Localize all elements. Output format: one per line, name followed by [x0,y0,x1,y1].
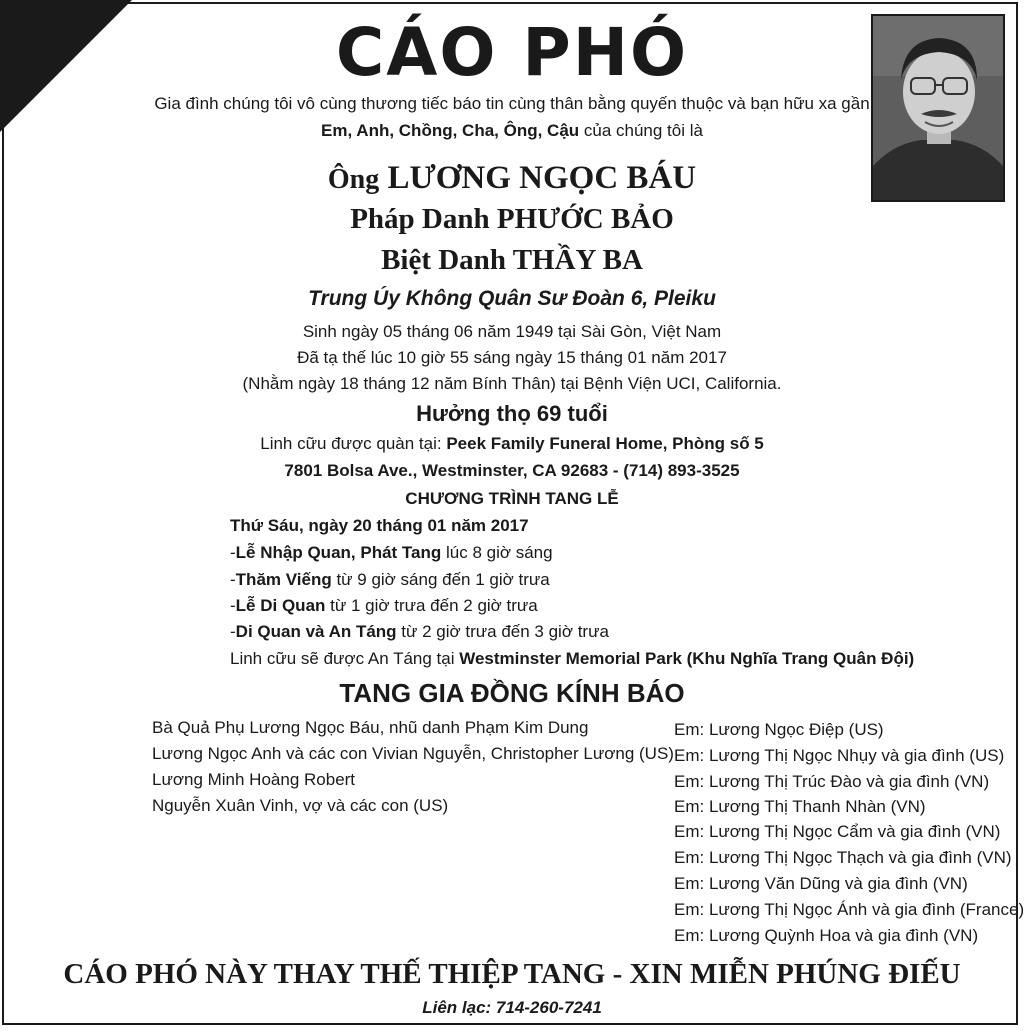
intro-suffix: của chúng tôi là [579,121,703,140]
sibling-entry: Em: Lương Thị Ngọc Cẩm và gia đình (VN) [674,822,1001,841]
full-name: LƯƠNG NGỌC BÁU [387,160,697,196]
viewing-place: Peek Family Funeral Home, Phòng số 5 [446,434,764,453]
funeral-home-address: 7801 Bolsa Ave., Westminster, CA 92683 - (714) 893-3525 [284,461,740,480]
notice-title: CÁO PHÓ [335,14,689,91]
family-name: Lương Ngọc Anh và các con Vivian Nguyễn, Christopher Lương (US) [152,744,674,763]
schedule-dash: - [230,596,236,615]
schedule-item [230,622,609,642]
schedule-event: Thăm Viếng [235,570,332,589]
alias-value: THẦY BA [512,244,643,276]
program-title: CHƯƠNG TRÌNH TANG LỄ [405,489,619,508]
family-name: Bà Quả Phụ Lương Ngọc Báu, nhũ danh Phạm Kim Dung [152,718,589,737]
sibling-entry: Em: Lương Quỳnh Hoa và gia đình (VN) [674,926,979,945]
schedule-time: từ 9 giờ sáng đến 1 giờ trưa [331,570,550,589]
dharma-value: PHƯỚC BẢO [496,203,674,235]
burial-place: Westminster Memorial Park (Khu Nghĩa Trang Quân Đội) [459,649,915,668]
alias-name [0,244,1024,277]
burial-label: Linh cữu sẽ được An Táng tại [230,649,460,668]
dharma-name [0,203,1024,236]
schedule-dash: - [230,543,236,562]
schedule-event: Di Quan và An Táng [235,622,397,641]
deceased-name [0,160,1024,197]
lunar-date: (Nhằm ngày 18 tháng 12 năm Bính Thân) tại Bệnh Viện UCI, California. [242,374,782,393]
no-flowers-notice: CÁO PHÓ NÀY THAY THẾ THIỆP TANG - XIN MIỄN PHÚNG ĐIẾU [63,958,961,990]
schedule-event: Lễ Di Quan [235,596,326,615]
birth-info: Sinh ngày 05 tháng 06 năm 1949 tại Sài Gòn, Việt Nam [302,322,722,341]
schedule-time: từ 1 giờ trưa đến 2 giờ trưa [325,596,538,615]
intro-line: Gia đình chúng tôi vô cùng thương tiếc báo tin cùng thân bằng quyến thuộc và bạn hữu xa gần [154,94,870,113]
schedule-item [230,543,553,563]
sibling-entry: Em: Lương Văn Dũng và gia đình (VN) [674,874,968,893]
age-at-death: Hưởng thọ 69 tuổi [416,401,608,426]
sibling-entry: Em: Lương Thị Ngọc Ánh và gia đình (France) [674,900,1024,919]
notice-border [2,2,1018,1025]
intro-relations [0,121,1024,141]
viewing-label: Linh cữu được quàn tại: [260,434,447,453]
schedule-dash: - [230,622,236,641]
sibling-entry: Em: Lương Thị Trúc Đào và gia đình (VN) [674,772,990,791]
relations-list: Em, Anh, Chồng, Cha, Ông, Cậu [321,121,580,140]
sibling-entry: Em: Lương Thị Ngọc Nhụy và gia đình (US) [674,746,1005,765]
burial-location [230,649,914,669]
family-name: Lương Minh Hoàng Robert [152,770,356,789]
family-name: Nguyễn Xuân Vinh, vợ và các con (US) [152,796,449,815]
sibling-entry: Em: Lương Thị Ngọc Thạch và gia đình (VN) [674,848,1012,867]
schedule-dash: - [230,570,236,589]
family-announcement-heading: TANG GIA ĐỒNG KÍNH BÁO [339,678,685,708]
sibling-entry: Em: Lương Thị Thanh Nhàn (VN) [674,797,926,816]
name-prefix: Ông [327,164,380,195]
sibling-entry: Em: Lương Ngọc Điệp (US) [674,720,884,739]
schedule-time: từ 2 giờ trưa đến 3 giờ trưa [396,622,609,641]
schedule-item [230,596,538,616]
military-rank: Trung Úy Không Quân Sư Đoàn 6, Pleiku [308,287,716,310]
death-info: Đã tạ thế lúc 10 giờ 55 sáng ngày 15 tháng 01 năm 2017 [297,348,727,367]
schedule-event: Lễ Nhập Quan, Phát Tang [235,543,442,562]
schedule-date-text: Thứ Sáu, ngày 20 tháng 01 năm 2017 [230,516,529,535]
schedule-item [230,570,550,590]
schedule-date [230,516,529,536]
schedule-time: lúc 8 giờ sáng [441,543,553,562]
viewing-location [0,434,1024,454]
contact-phone: Liên lạc: 714-260-7241 [422,998,602,1017]
alias-label: Biệt Danh [381,244,506,276]
dharma-label: Pháp Danh [350,203,490,235]
